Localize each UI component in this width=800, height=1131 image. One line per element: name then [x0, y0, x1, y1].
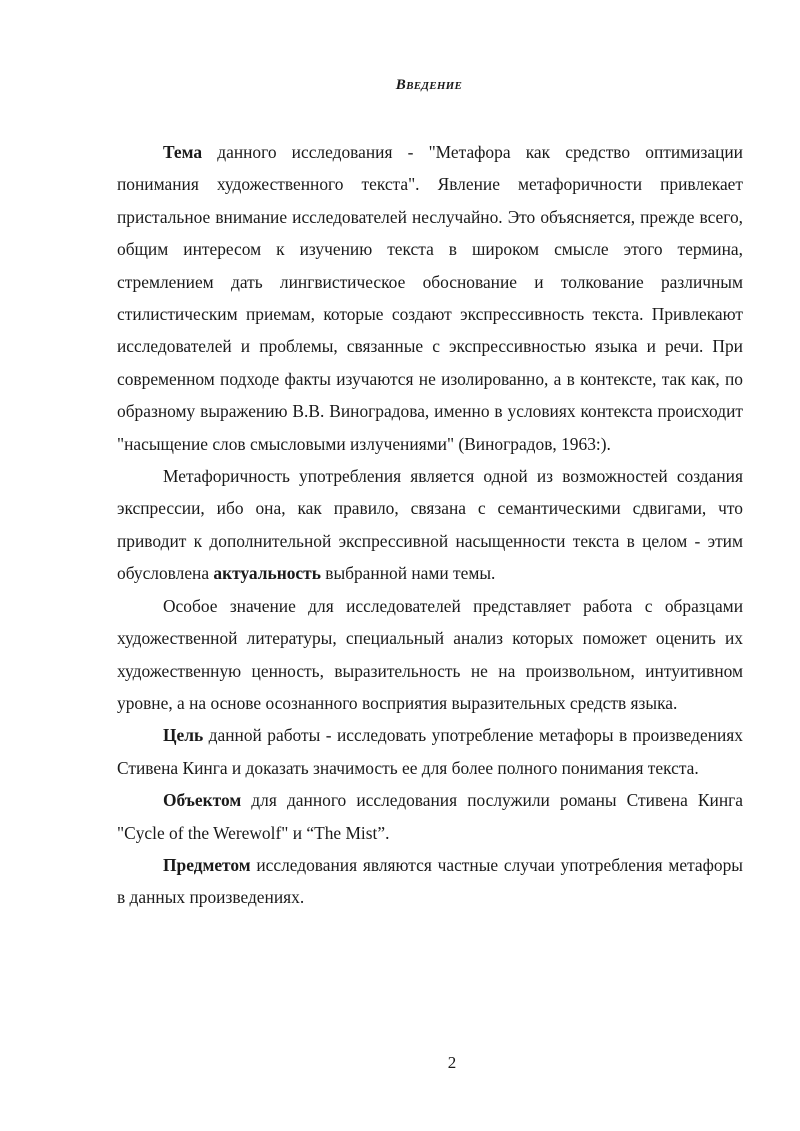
object-label: Объектом — [163, 790, 242, 811]
paragraph-significance — [117, 590, 743, 720]
paragraph-relevance — [117, 460, 743, 590]
significance-text: Особое значение для исследователей представляет работа с образцами художественной литературы, специальный анализ которых поможет оценить их художественную ценность, выразительность не на произвольном, интуитивном уровне, а на основе осознанного восприятия выразительных средств языка. — [117, 595, 743, 713]
paragraph-goal — [117, 719, 743, 784]
topic-text: данного исследования - "Метафора как средство оптимизации понимания художественного текста". Явление метафоричности привлекает пристальное внимание исследователей неслучайно. Это объясняется, прежде всего, общим интересом к изучению текста в широком смысле этого термина, стремлением дать лингвистическое обоснование и толкование различным стилистическим приемам, которые создают экспрессивность текста. Привлекают исследователей и проблемы, связанные с экспрессивностью языка и речи. При современном подходе факты изучаются не изолированно, а в контексте, так как, по образному выражению В.В. Виноградова, именно в условиях контекста происходит "насыщение слов смысловыми излучениями" (Виноградов, 1963:). — [117, 142, 743, 454]
paragraph-topic — [117, 136, 743, 460]
subject-label: Предметом — [163, 854, 251, 875]
relevance-text-before: Метафоричность употребления является одной из возможностей создания экспрессии, ибо она, как правило, связана с семантическими сдвигами, что приводит к дополнительной экспрессивной насыщенности текста в целом - этим обусловлена — [117, 466, 743, 584]
page-title — [0, 77, 800, 94]
paragraph-object — [117, 784, 743, 849]
document-body — [117, 136, 743, 914]
goal-text: данной работы - исследовать употребление метафоры в произведениях Стивена Кинга и доказать значимость ее для более полного понимания текста. — [117, 725, 743, 778]
page-number: 2 — [447, 1053, 457, 1072]
object-text: для данного исследования послужили романы Стивена Кинга "Cycle of the Werewolf" и “The Mist”. — [117, 790, 743, 843]
relevance-label: актуальность — [213, 563, 321, 584]
goal-label: Цель — [163, 725, 204, 746]
relevance-text-after: выбранной нами темы. — [320, 563, 496, 584]
subject-text: исследования являются частные случаи употребления метафоры в данных произведениях. — [117, 854, 743, 908]
paragraph-subject — [117, 849, 743, 914]
page-title-text: Введение — [395, 77, 463, 93]
topic-label: Тема — [163, 142, 203, 162]
